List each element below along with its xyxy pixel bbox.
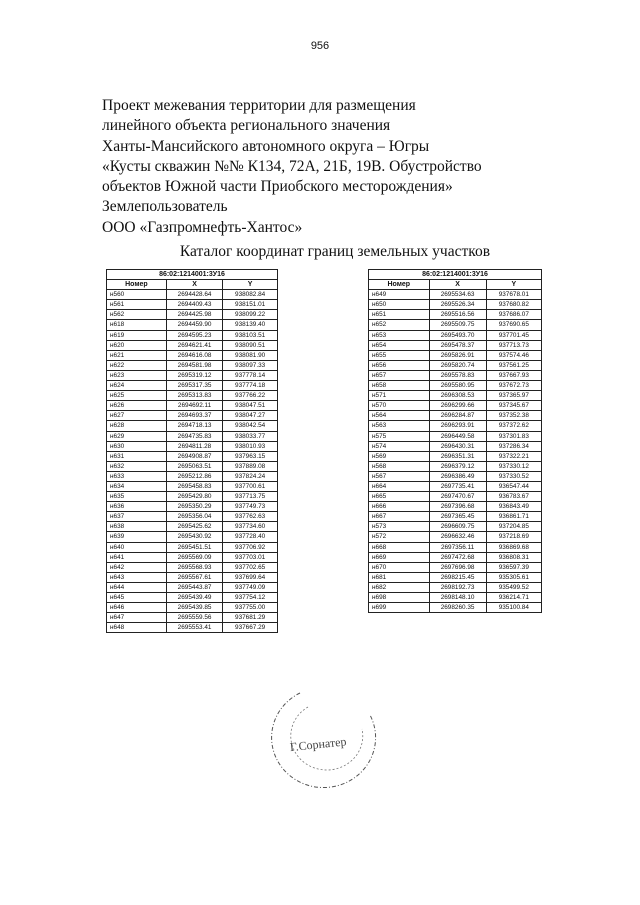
table-row	[107, 461, 278, 471]
column-header-x: X	[166, 280, 222, 290]
x-coordinate-cell: 2695356.04	[166, 512, 222, 522]
table-row	[107, 441, 278, 451]
y-coordinate-cell: 935499.52	[486, 582, 541, 592]
y-coordinate-cell: 937574.46	[486, 350, 541, 360]
heading-line: Ханты-Мансийского автономного округа – Югры	[102, 137, 430, 155]
y-coordinate-cell: 937963.15	[223, 451, 278, 461]
x-coordinate-cell: 2695443.87	[166, 582, 222, 592]
y-coordinate-cell: 936808.31	[486, 552, 541, 562]
point-number-cell: н620	[107, 340, 167, 350]
point-number-cell: н648	[107, 623, 167, 633]
y-coordinate-cell: 937301.83	[486, 431, 541, 441]
catalog-title: Каталог координат границ земельных участков	[179, 243, 491, 260]
x-coordinate-cell: 2697696.98	[429, 562, 486, 572]
y-coordinate-cell: 937667.93	[486, 370, 541, 380]
point-number-cell: н654	[369, 340, 430, 350]
y-coordinate-cell: 937322.21	[486, 451, 541, 461]
heading-line: Землепользователь	[102, 198, 228, 216]
point-number-cell: н621	[107, 350, 167, 360]
point-number-cell: н647	[107, 613, 167, 623]
x-coordinate-cell: 2696449.58	[429, 431, 486, 441]
x-coordinate-cell: 2695568.93	[166, 562, 222, 572]
table-row	[369, 350, 542, 360]
table-row	[369, 562, 542, 572]
y-coordinate-cell: 937352.38	[486, 411, 541, 421]
table-row	[369, 431, 542, 441]
table-row	[107, 471, 278, 481]
table-row	[369, 451, 542, 461]
y-coordinate-cell: 936214.71	[486, 593, 541, 603]
point-number-cell: н622	[107, 360, 167, 370]
table-row	[107, 481, 278, 491]
table-row	[369, 300, 542, 310]
table-row	[107, 310, 278, 320]
y-coordinate-cell: 938099.22	[223, 310, 278, 320]
heading-line: ООО «Газпромнефть-Хантос»	[102, 218, 303, 236]
point-number-cell: н655	[369, 350, 430, 360]
y-coordinate-cell: 938047.51	[223, 401, 278, 411]
y-coordinate-cell: 937218.69	[486, 532, 541, 542]
table-row	[369, 290, 542, 300]
table-row	[107, 381, 278, 391]
table-row	[369, 471, 542, 481]
y-coordinate-cell: 938047.27	[223, 411, 278, 421]
table-row	[369, 582, 542, 592]
point-number-cell: н571	[369, 391, 430, 401]
x-coordinate-cell: 2694595.23	[166, 330, 222, 340]
x-coordinate-cell: 2695516.56	[429, 310, 486, 320]
point-number-cell: н651	[369, 310, 430, 320]
point-number-cell: н664	[369, 481, 430, 491]
x-coordinate-cell: 2694692.11	[166, 401, 222, 411]
table-row	[369, 512, 542, 522]
y-coordinate-cell: 937824.24	[223, 471, 278, 481]
point-number-cell: н564	[369, 411, 430, 421]
stamp-seal	[270, 685, 388, 795]
y-coordinate-cell: 937889.08	[223, 461, 278, 471]
table-row	[369, 603, 542, 613]
table-row	[369, 360, 542, 370]
point-number-cell: н646	[107, 603, 167, 613]
table-row	[107, 492, 278, 502]
point-number-cell: н633	[107, 471, 167, 481]
y-coordinate-cell: 937678.01	[486, 290, 541, 300]
x-coordinate-cell: 2696284.87	[429, 411, 486, 421]
x-coordinate-cell: 2695580.95	[429, 381, 486, 391]
y-coordinate-cell: 938139.40	[223, 320, 278, 330]
x-coordinate-cell: 2695534.63	[429, 290, 486, 300]
x-coordinate-cell: 2695429.80	[166, 492, 222, 502]
table-row	[107, 431, 278, 441]
y-coordinate-cell: 937755.00	[223, 603, 278, 613]
point-number-cell: н625	[107, 391, 167, 401]
y-coordinate-cell: 937286.34	[486, 441, 541, 451]
x-coordinate-cell: 2698260.35	[429, 603, 486, 613]
point-number-cell: н638	[107, 522, 167, 532]
x-coordinate-cell: 2695350.29	[166, 502, 222, 512]
x-coordinate-cell: 2695826.91	[429, 350, 486, 360]
table-row	[107, 411, 278, 421]
point-number-cell: н670	[369, 562, 430, 572]
point-number-cell: н631	[107, 451, 167, 461]
x-coordinate-cell: 2697735.41	[429, 481, 486, 491]
table-row	[369, 532, 542, 542]
x-coordinate-cell: 2696632.46	[429, 532, 486, 542]
column-header-y: Y	[223, 280, 278, 290]
y-coordinate-cell: 938010.93	[223, 441, 278, 451]
y-coordinate-cell: 937699.64	[223, 572, 278, 582]
y-coordinate-cell: 937778.14	[223, 370, 278, 380]
y-coordinate-cell: 937686.07	[486, 310, 541, 320]
x-coordinate-cell: 2695526.34	[429, 300, 486, 310]
point-number-cell: н572	[369, 532, 430, 542]
x-coordinate-cell: 2695430.92	[166, 532, 222, 542]
point-number-cell: н643	[107, 572, 167, 582]
point-number-cell: н656	[369, 360, 430, 370]
y-coordinate-cell: 937330.12	[486, 461, 541, 471]
x-coordinate-cell: 2695458.83	[166, 481, 222, 491]
y-coordinate-cell: 937667.29	[223, 623, 278, 633]
point-number-cell: н645	[107, 593, 167, 603]
point-number-cell: н573	[369, 522, 430, 532]
table-row	[107, 593, 278, 603]
point-number-cell: н562	[107, 310, 167, 320]
table-row	[369, 593, 542, 603]
y-coordinate-cell: 937749.09	[223, 582, 278, 592]
x-coordinate-cell: 2695553.41	[166, 623, 222, 633]
y-coordinate-cell: 937754.12	[223, 593, 278, 603]
x-coordinate-cell: 2696351.31	[429, 451, 486, 461]
x-coordinate-cell: 2696299.66	[429, 401, 486, 411]
table-row	[107, 623, 278, 633]
y-coordinate-cell: 937774.18	[223, 381, 278, 391]
point-number-cell: н561	[107, 300, 167, 310]
point-number-cell: н665	[369, 492, 430, 502]
x-coordinate-cell: 2698215.45	[429, 572, 486, 582]
x-coordinate-cell: 2696609.75	[429, 522, 486, 532]
x-coordinate-cell: 2697470.67	[429, 492, 486, 502]
y-coordinate-cell: 937713.75	[223, 492, 278, 502]
y-coordinate-cell: 936869.68	[486, 542, 541, 552]
table-row	[107, 370, 278, 380]
y-coordinate-cell: 938103.51	[223, 330, 278, 340]
table-row	[369, 401, 542, 411]
x-coordinate-cell: 2694908.87	[166, 451, 222, 461]
y-coordinate-cell: 937680.82	[486, 300, 541, 310]
table-row	[107, 512, 278, 522]
point-number-cell: н669	[369, 552, 430, 562]
x-coordinate-cell: 2697365.45	[429, 512, 486, 522]
x-coordinate-cell: 2695425.62	[166, 522, 222, 532]
point-number-cell: н652	[369, 320, 430, 330]
x-coordinate-cell: 2694581.98	[166, 360, 222, 370]
x-coordinate-cell: 2696293.91	[429, 421, 486, 431]
table-row	[107, 421, 278, 431]
table-row	[107, 552, 278, 562]
point-number-cell: н563	[369, 421, 430, 431]
y-coordinate-cell: 937681.29	[223, 613, 278, 623]
table-row	[107, 603, 278, 613]
table-row	[107, 582, 278, 592]
x-coordinate-cell: 2696379.12	[429, 461, 486, 471]
table-row	[369, 502, 542, 512]
point-number-cell: н570	[369, 401, 430, 411]
point-number-cell: н636	[107, 502, 167, 512]
x-coordinate-cell: 2694693.37	[166, 411, 222, 421]
table-row	[369, 310, 542, 320]
x-coordinate-cell: 2697356.11	[429, 542, 486, 552]
point-number-cell: н644	[107, 582, 167, 592]
x-coordinate-cell: 2694718.13	[166, 421, 222, 431]
page-number: 956	[310, 40, 330, 52]
point-number-cell: н626	[107, 401, 167, 411]
y-coordinate-cell: 937700.61	[223, 481, 278, 491]
point-number-cell: н627	[107, 411, 167, 421]
point-number-cell: н699	[369, 603, 430, 613]
table-row	[369, 572, 542, 582]
point-number-cell: н560	[107, 290, 167, 300]
x-coordinate-cell: 2697396.68	[429, 502, 486, 512]
point-number-cell: н666	[369, 502, 430, 512]
y-coordinate-cell: 937701.45	[486, 330, 541, 340]
y-coordinate-cell: 937762.63	[223, 512, 278, 522]
point-number-cell: н650	[369, 300, 430, 310]
y-coordinate-cell: 936843.49	[486, 502, 541, 512]
table-row	[107, 300, 278, 310]
x-coordinate-cell: 2694428.64	[166, 290, 222, 300]
y-coordinate-cell: 937372.62	[486, 421, 541, 431]
point-number-cell: н640	[107, 542, 167, 552]
point-number-cell: н637	[107, 512, 167, 522]
y-coordinate-cell: 938090.51	[223, 340, 278, 350]
x-coordinate-cell: 2695509.75	[429, 320, 486, 330]
point-number-cell: н575	[369, 431, 430, 441]
y-coordinate-cell: 937749.73	[223, 502, 278, 512]
y-coordinate-cell: 937766.22	[223, 391, 278, 401]
table-row	[107, 350, 278, 360]
point-number-cell: н628	[107, 421, 167, 431]
point-number-cell: н639	[107, 532, 167, 542]
y-coordinate-cell: 938033.77	[223, 431, 278, 441]
x-coordinate-cell: 2695451.51	[166, 542, 222, 552]
x-coordinate-cell: 2694811.28	[166, 441, 222, 451]
x-coordinate-cell: 2695439.49	[166, 593, 222, 603]
coordinates-table-left	[106, 269, 278, 633]
x-coordinate-cell: 2695559.56	[166, 613, 222, 623]
table-row	[107, 320, 278, 330]
column-header-y: Y	[486, 280, 541, 290]
x-coordinate-cell: 2695493.70	[429, 330, 486, 340]
point-number-cell: н658	[369, 381, 430, 391]
table-row	[369, 492, 542, 502]
y-coordinate-cell: 937690.65	[486, 320, 541, 330]
table-row	[369, 391, 542, 401]
y-coordinate-cell: 937728.40	[223, 532, 278, 542]
y-coordinate-cell: 937734.60	[223, 522, 278, 532]
table-row	[369, 340, 542, 350]
table-row	[107, 451, 278, 461]
heading-line: Проект межевания территории для размещения	[102, 97, 416, 114]
x-coordinate-cell: 2698148.10	[429, 593, 486, 603]
y-coordinate-cell: 938097.33	[223, 360, 278, 370]
table-row	[369, 320, 542, 330]
table-row	[107, 532, 278, 542]
heading-line: линейного объекта регионального значения	[102, 117, 391, 135]
point-number-cell: н668	[369, 542, 430, 552]
y-coordinate-cell: 938042.54	[223, 421, 278, 431]
heading-line: объектов Южной части Приобского месторождения»	[102, 178, 453, 196]
point-number-cell: н642	[107, 562, 167, 572]
table-row	[369, 552, 542, 562]
table-row	[107, 562, 278, 572]
table-row	[107, 542, 278, 552]
point-number-cell: н653	[369, 330, 430, 340]
x-coordinate-cell: 2694735.83	[166, 431, 222, 441]
point-number-cell: н629	[107, 431, 167, 441]
y-coordinate-cell: 937706.92	[223, 542, 278, 552]
y-coordinate-cell: 937713.73	[486, 340, 541, 350]
x-coordinate-cell: 2695063.51	[166, 461, 222, 471]
table-caption: 86:02:1214001:3У16	[369, 270, 542, 280]
point-number-cell: н667	[369, 512, 430, 522]
table-row	[107, 401, 278, 411]
point-number-cell: н641	[107, 552, 167, 562]
table-row	[107, 572, 278, 582]
y-coordinate-cell: 935305.61	[486, 572, 541, 582]
document-heading	[102, 96, 562, 238]
x-coordinate-cell: 2698192.73	[429, 582, 486, 592]
x-coordinate-cell: 2694621.41	[166, 340, 222, 350]
table-row	[369, 522, 542, 532]
y-coordinate-cell: 937330.52	[486, 471, 541, 481]
coordinates-table-right	[368, 269, 542, 613]
y-coordinate-cell: 937702.65	[223, 562, 278, 572]
y-coordinate-cell: 936597.39	[486, 562, 541, 572]
table-row	[369, 441, 542, 451]
point-number-cell: н698	[369, 593, 430, 603]
column-header-number: Номер	[107, 280, 167, 290]
table-row	[369, 461, 542, 471]
table-row	[369, 330, 542, 340]
heading-line: «Кусты скважин №№ К134, 72А, 21Б, 19В. Обустройство	[102, 157, 482, 175]
table-row	[369, 370, 542, 380]
x-coordinate-cell: 2695319.12	[166, 370, 222, 380]
y-coordinate-cell: 938151.01	[223, 300, 278, 310]
point-number-cell: н681	[369, 572, 430, 582]
y-coordinate-cell: 938082.84	[223, 290, 278, 300]
table-row	[107, 360, 278, 370]
y-coordinate-cell: 935100.84	[486, 603, 541, 613]
column-header-x: X	[429, 280, 486, 290]
table-row	[107, 290, 278, 300]
x-coordinate-cell: 2695317.35	[166, 381, 222, 391]
table-row	[369, 421, 542, 431]
x-coordinate-cell: 2695820.74	[429, 360, 486, 370]
y-coordinate-cell: 936861.71	[486, 512, 541, 522]
x-coordinate-cell: 2695478.37	[429, 340, 486, 350]
y-coordinate-cell: 936547.44	[486, 481, 541, 491]
table-row	[107, 502, 278, 512]
point-number-cell: н567	[369, 471, 430, 481]
column-header-number: Номер	[369, 280, 430, 290]
point-number-cell: н635	[107, 492, 167, 502]
x-coordinate-cell: 2695567.61	[166, 572, 222, 582]
point-number-cell: н649	[369, 290, 430, 300]
table-row	[369, 481, 542, 491]
table-row	[369, 542, 542, 552]
x-coordinate-cell: 2694425.98	[166, 310, 222, 320]
table-row	[369, 411, 542, 421]
table-row	[107, 340, 278, 350]
stamp-text: Г.Сорнатер	[289, 734, 348, 755]
table-row	[369, 381, 542, 391]
x-coordinate-cell: 2697472.68	[429, 552, 486, 562]
point-number-cell: н634	[107, 481, 167, 491]
y-coordinate-cell: 937561.25	[486, 360, 541, 370]
table-caption: 86:02:1214001:3У16	[107, 270, 278, 280]
y-coordinate-cell: 937365.97	[486, 391, 541, 401]
x-coordinate-cell: 2695212.86	[166, 471, 222, 481]
x-coordinate-cell: 2694616.08	[166, 350, 222, 360]
point-number-cell: н682	[369, 582, 430, 592]
point-number-cell: н623	[107, 370, 167, 380]
table-row	[107, 522, 278, 532]
x-coordinate-cell: 2695578.83	[429, 370, 486, 380]
point-number-cell: н630	[107, 441, 167, 451]
x-coordinate-cell: 2695569.09	[166, 552, 222, 562]
point-number-cell: н618	[107, 320, 167, 330]
point-number-cell: н657	[369, 370, 430, 380]
point-number-cell: н568	[369, 461, 430, 471]
point-number-cell: н624	[107, 381, 167, 391]
x-coordinate-cell: 2696430.31	[429, 441, 486, 451]
x-coordinate-cell: 2694409.43	[166, 300, 222, 310]
point-number-cell: н632	[107, 461, 167, 471]
y-coordinate-cell: 938081.90	[223, 350, 278, 360]
x-coordinate-cell: 2696308.53	[429, 391, 486, 401]
point-number-cell: н569	[369, 451, 430, 461]
y-coordinate-cell: 937672.73	[486, 381, 541, 391]
table-row	[107, 391, 278, 401]
x-coordinate-cell: 2695313.83	[166, 391, 222, 401]
y-coordinate-cell: 937204.85	[486, 522, 541, 532]
y-coordinate-cell: 937703.01	[223, 552, 278, 562]
y-coordinate-cell: 936783.67	[486, 492, 541, 502]
table-row	[107, 613, 278, 623]
x-coordinate-cell: 2694459.90	[166, 320, 222, 330]
point-number-cell: н574	[369, 441, 430, 451]
table-row	[107, 330, 278, 340]
point-number-cell: н619	[107, 330, 167, 340]
x-coordinate-cell: 2696386.49	[429, 471, 486, 481]
x-coordinate-cell: 2695439.85	[166, 603, 222, 613]
y-coordinate-cell: 937345.67	[486, 401, 541, 411]
